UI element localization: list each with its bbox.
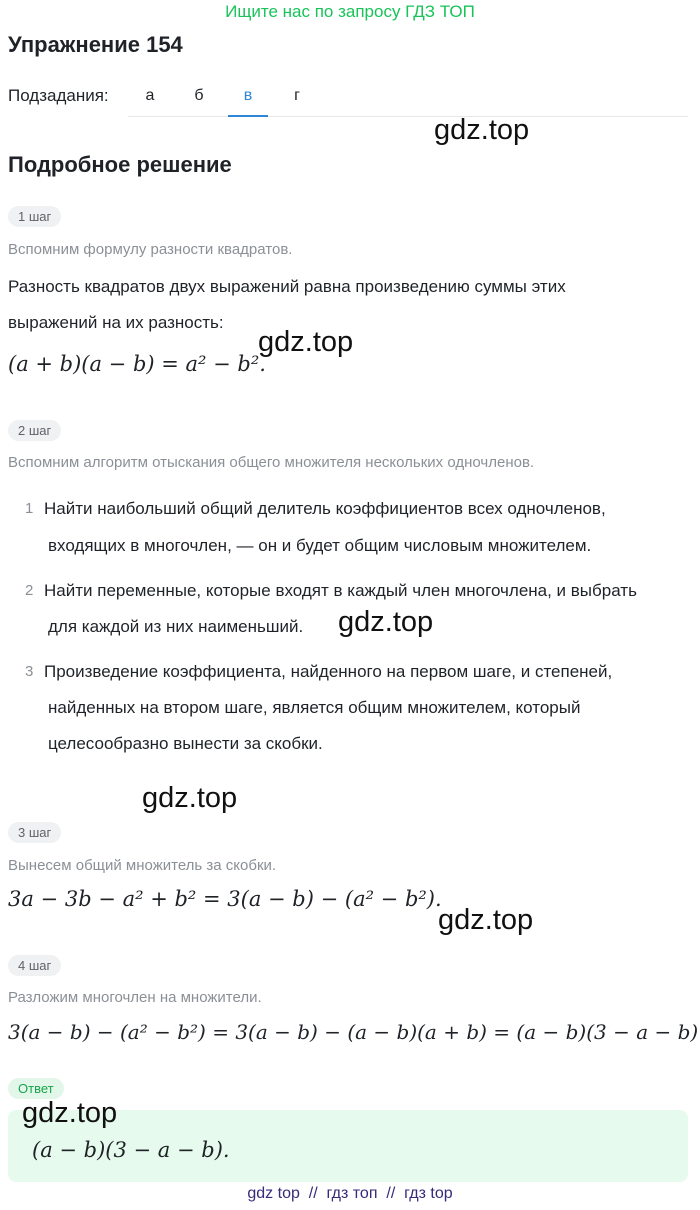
list-item-text: для каждой из них наименьший. xyxy=(48,617,304,636)
watermark: gdz.top xyxy=(338,606,434,638)
formula: (a + b)(a − b) = a² − b². xyxy=(8,352,266,376)
step-hint: Вспомним алгоритм отыскания общего множителя нескольких одночленов. xyxy=(8,454,535,471)
watermark: gdz.top xyxy=(434,114,530,146)
answer-badge: Ответ xyxy=(8,1078,64,1099)
watermark: gdz.top xyxy=(258,326,354,358)
section-title: Подробное решение xyxy=(8,152,232,177)
step-text: Разность квадратов двух выражений равна произведению суммы этих xyxy=(8,277,566,296)
list-item-text: входящих в многочлен, — он и будет общим числовым множителем. xyxy=(48,536,592,555)
list-number: 3 xyxy=(25,663,34,680)
watermark: gdz.top xyxy=(438,904,534,936)
watermark: gdz.top xyxy=(142,782,238,814)
step-badge: 3 шаг xyxy=(8,822,61,843)
subtasks-tabs xyxy=(128,76,688,117)
list-number: 2 xyxy=(25,582,34,599)
tab-a[interactable]: а xyxy=(145,87,155,104)
footer-links[interactable]: gdz top // гдз топ // гдз top xyxy=(247,1185,453,1202)
list-item-text: целесообразно вынести за скобки. xyxy=(48,734,323,753)
list-number: 1 xyxy=(25,500,34,517)
step-badge: 4 шаг xyxy=(8,955,61,976)
step-hint: Вынесем общий множитель за скобки. xyxy=(8,857,277,874)
tab-g[interactable]: г xyxy=(294,87,300,104)
step-badge: 2 шаг xyxy=(8,420,61,441)
list-item-text: найденных на втором шаге, является общим множителем, который xyxy=(48,698,581,717)
step-badge: 1 шаг xyxy=(8,206,61,227)
answer-formula: (a − b)(3 − a − b). xyxy=(32,1138,230,1162)
formula: 3a − 3b − a² + b² = 3(a − b) − (a² − b²). xyxy=(8,887,442,911)
step-text: выражений на их разность: xyxy=(8,313,224,332)
step-hint: Вспомним формулу разности квадратов. xyxy=(8,241,293,258)
list-item-text: Найти переменные, которые входят в каждый член многочлена, и выбрать xyxy=(44,581,637,600)
list-item-text: Найти наибольший общий делитель коэффициентов всех одночленов, xyxy=(44,499,606,518)
page-title: Упражнение 154 xyxy=(8,32,183,57)
tab-b[interactable]: б xyxy=(194,87,204,104)
step-hint: Разложим многочлен на множители. xyxy=(8,989,262,1006)
list-item-text: Произведение коэффициента, найденного на первом шаге, и степеней, xyxy=(44,662,613,681)
top-banner[interactable]: Ищите нас по запросу ГДЗ ТОП xyxy=(225,2,475,21)
formula: 3(a − b) − (a² − b²) = 3(a − b) − (a − b)(a + b) = (a − b)(3 − a − b) xyxy=(8,1020,699,1044)
subtasks-label: Подзадания: xyxy=(8,86,109,105)
tab-v[interactable]: в xyxy=(228,76,268,117)
watermark: gdz.top xyxy=(22,1097,118,1129)
